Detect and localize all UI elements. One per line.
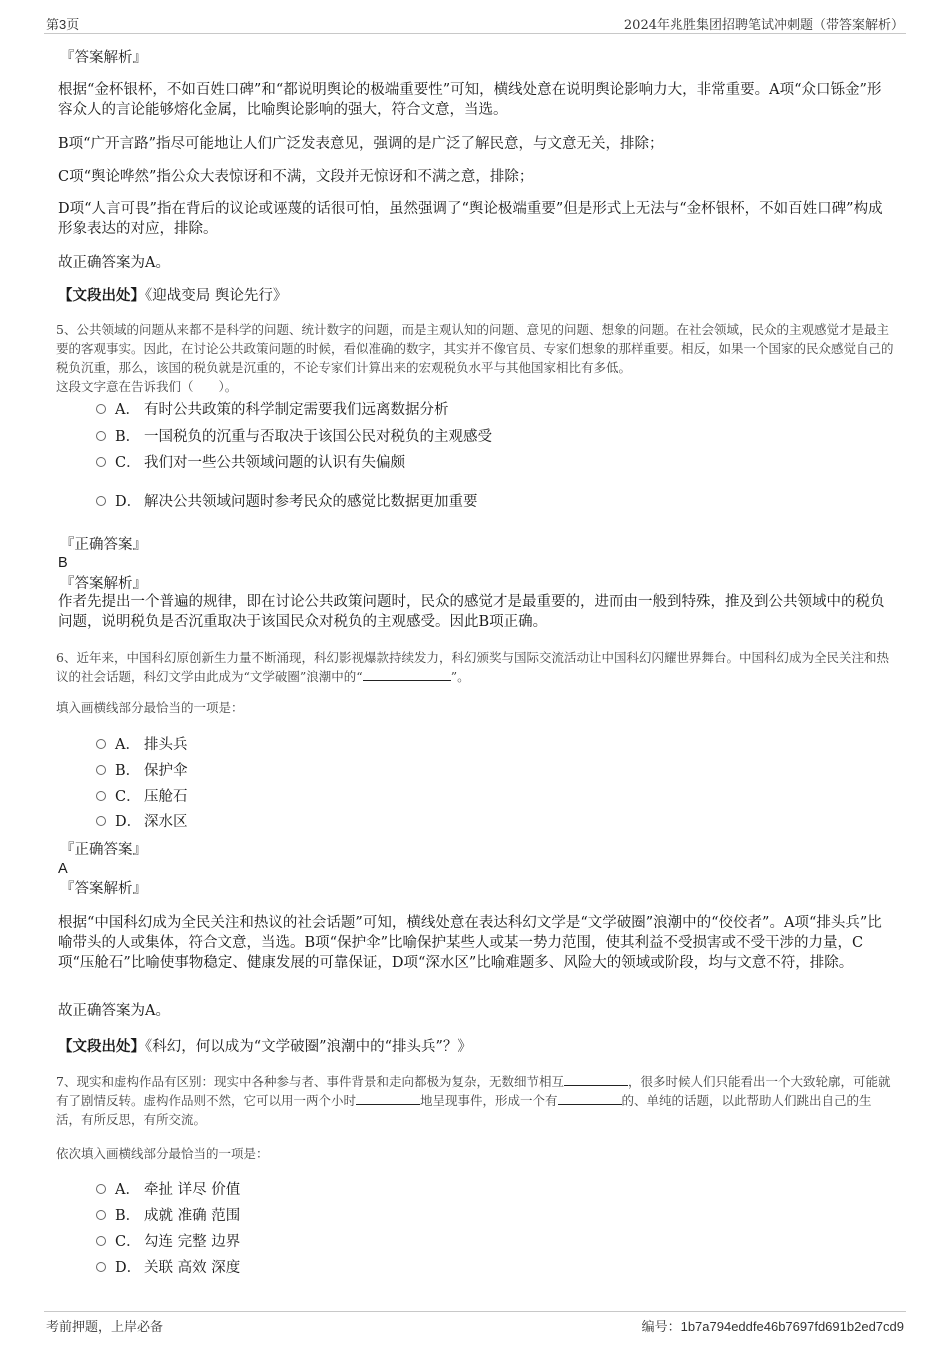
radio-icon[interactable] — [96, 791, 106, 801]
q7-option-b[interactable]: B． 成就 准确 范围 — [96, 1206, 240, 1226]
q6-prompt: 填入画横线部分最恰当的一项是： — [56, 700, 244, 715]
q6-option-d[interactable]: D． 深水区 — [96, 812, 188, 832]
q6-source-label: 【文段出处】 — [58, 1038, 145, 1055]
header-divider — [44, 33, 906, 34]
q4-analysis-label: 『答案解析』 — [60, 50, 147, 66]
fill-blank — [558, 1091, 622, 1105]
radio-icon[interactable] — [96, 765, 106, 775]
q5-answer-label: 『正确答案』 — [60, 537, 147, 553]
footer-divider — [44, 1311, 906, 1312]
footer-slogan: 考前押题，上岸必备 — [46, 1320, 164, 1335]
radio-icon[interactable] — [96, 1210, 106, 1220]
q6-source — [58, 1037, 472, 1057]
radio-icon[interactable] — [96, 1262, 106, 1272]
q6-option-c[interactable]: C． 压舱石 — [96, 787, 188, 807]
q4-source-text: 《迎战变局 舆论先行》 — [145, 288, 288, 304]
fill-blank — [363, 667, 451, 681]
radio-icon[interactable] — [96, 1184, 106, 1194]
q7-stem: 7、现实和虚构作品有区别：现实中各种参与者、事件背景和走向都极为复杂，无数细节相互 ，很多时候人们只能看出一个大致轮廓，可能就有了剧情反转。虚构作品则不然，它可以用一两个小时 地呈现事件，形成一个有 的、单纯的话题，以此帮助人们跳出自己的生活，有所反思，有所交流。 — [56, 1074, 891, 1127]
q4-conclusion: 故正确答案为A。 — [58, 255, 170, 271]
q4-source — [58, 286, 287, 306]
q6-conclusion: 故正确答案为A。 — [58, 1003, 170, 1019]
footer-code-value: 1b7a794eddfe46b7697fd691b2ed7cd9 — [680, 1319, 904, 1334]
radio-icon[interactable] — [96, 431, 106, 441]
q6-source-text: 《科幻，何以成为“文学破圈”浪潮中的“排头兵”？》 — [145, 1039, 472, 1055]
footer-code — [642, 1316, 904, 1335]
q6-option-b[interactable]: B． 保护伞 — [96, 761, 188, 781]
q6-analysis-label: 『答案解析』 — [60, 881, 147, 897]
q4-analysis-para-1: 根据“金杯银杯，不如百姓口碑”和“都说明舆论的极端重要性”可知，横线处意在说明舆论影响力大，非常重要。A项“众口铄金”形容众人的言论能够熔化金属，比喻舆论影响的强大，符合文意，当选。 — [58, 82, 882, 118]
radio-icon[interactable] — [96, 457, 106, 467]
q4-analysis-para-4: D项“人言可畏”指在背后的议论或诬蔑的话很可怕，虽然强调了“舆论极端重要”但是形式上无法与“金杯银杯，不如百姓口碑”构成形象表达的对应，排除。 — [58, 201, 883, 237]
document-title: 2024年兆胜集团招聘笔试冲刺题（带答案解析） — [623, 18, 904, 33]
page-number: 第3页 — [46, 17, 80, 32]
radio-icon[interactable] — [96, 816, 106, 826]
q7-option-c[interactable]: C． 勾连 完整 边界 — [96, 1232, 240, 1252]
q7-prompt: 依次填入画横线部分最恰当的一项是： — [56, 1146, 269, 1161]
q5-stem: 5、公共领域的问题从来都不是科学的问题、统计数字的问题，而是主观认知的问题、意见的问题、想象的问题。在社会领域，民众的主观感觉才是最主要的客观事实。因此，在讨论公共政策问题的时候，看似准确的数字，其实并不像官员、专家们想象的那样重要。相反，如果一个国家的民众感觉自己的税负沉重，那么，该国的税负就是沉重的，不论专家们计算出来的宏观税负水平与其他国家相比有多低。 — [56, 322, 894, 375]
q7-option-a[interactable]: A． 牵扯 详尽 价值 — [96, 1180, 240, 1200]
radio-icon[interactable] — [96, 739, 106, 749]
footer-code-label: 编号： — [641, 1320, 681, 1335]
q5-analysis: 作者先提出一个普遍的规律，即在讨论公共政策问题时，民众的感觉才是最重要的，进而由一般到特殊，推及到公共领域中的税负问题，说明税负是否沉重取决于该国民众对税负的主观感受。因此B项正确。 — [58, 594, 885, 630]
fill-blank — [356, 1091, 420, 1105]
q6-option-a[interactable]: A． 排头兵 — [96, 735, 188, 755]
radio-icon[interactable] — [96, 496, 106, 506]
fill-blank — [564, 1072, 628, 1086]
q5-option-b[interactable]: B． 一国税负的沉重与否取决于该国公民对税负的主观感受 — [96, 427, 492, 447]
q4-analysis-para-3: C项“舆论哗然”指公众大表惊讶和不满，文段并无惊讶和不满之意，排除； — [58, 169, 534, 185]
q5-analysis-label: 『答案解析』 — [60, 576, 147, 592]
q5-answer: B — [58, 555, 68, 571]
radio-icon[interactable] — [96, 1236, 106, 1246]
q7-option-d[interactable]: D． 关联 高效 深度 — [96, 1258, 240, 1278]
q4-analysis-para-2: B项“广开言路”指尽可能地让人们广泛发表意见，强调的是广泛了解民意，与文意无关，排除； — [58, 136, 664, 152]
q5-option-c[interactable]: C． 我们对一些公共领域问题的认识有失偏颇 — [96, 453, 405, 473]
q5-prompt: 这段文字意在告诉我们（ ）。 — [56, 379, 238, 394]
q6-answer-label: 『正确答案』 — [60, 842, 147, 858]
q5-option-a[interactable]: A． 有时公共政策的科学制定需要我们远离数据分析 — [96, 400, 449, 420]
q6-answer: A — [58, 861, 68, 877]
q6-stem: 6、近年来，中国科幻原创新生力量不断涌现，科幻影视爆款持续发力，科幻颁奖与国际交流活动让中国科幻闪耀世界舞台。中国科幻成为全民关注和热议的社会话题，科幻文学由此成为“文学破圈”浪潮中的“ ”。 — [56, 650, 889, 684]
radio-icon[interactable] — [96, 404, 106, 414]
q5-option-d[interactable]: D． 解决公共领域问题时参考民众的感觉比数据更加重要 — [96, 492, 478, 512]
q4-source-label: 【文段出处】 — [58, 287, 145, 304]
q6-analysis: 根据“中国科幻成为全民关注和热议的社会话题”可知，横线处意在表达科幻文学是“文学破圈”浪潮中的“佼佼者”。A项“排头兵”比喻带头的人或集体，符合文意，当选。B项“保护伞”比喻保护某些人或某一势力范围，使其利益不受损害或不受干涉的力量，C项“压舱石”比喻使事物稳定、健康发展的可靠保证，D项“深水区”比喻难题多、风险大的领域或阶段，均与文意不符，排除。 — [58, 915, 882, 971]
